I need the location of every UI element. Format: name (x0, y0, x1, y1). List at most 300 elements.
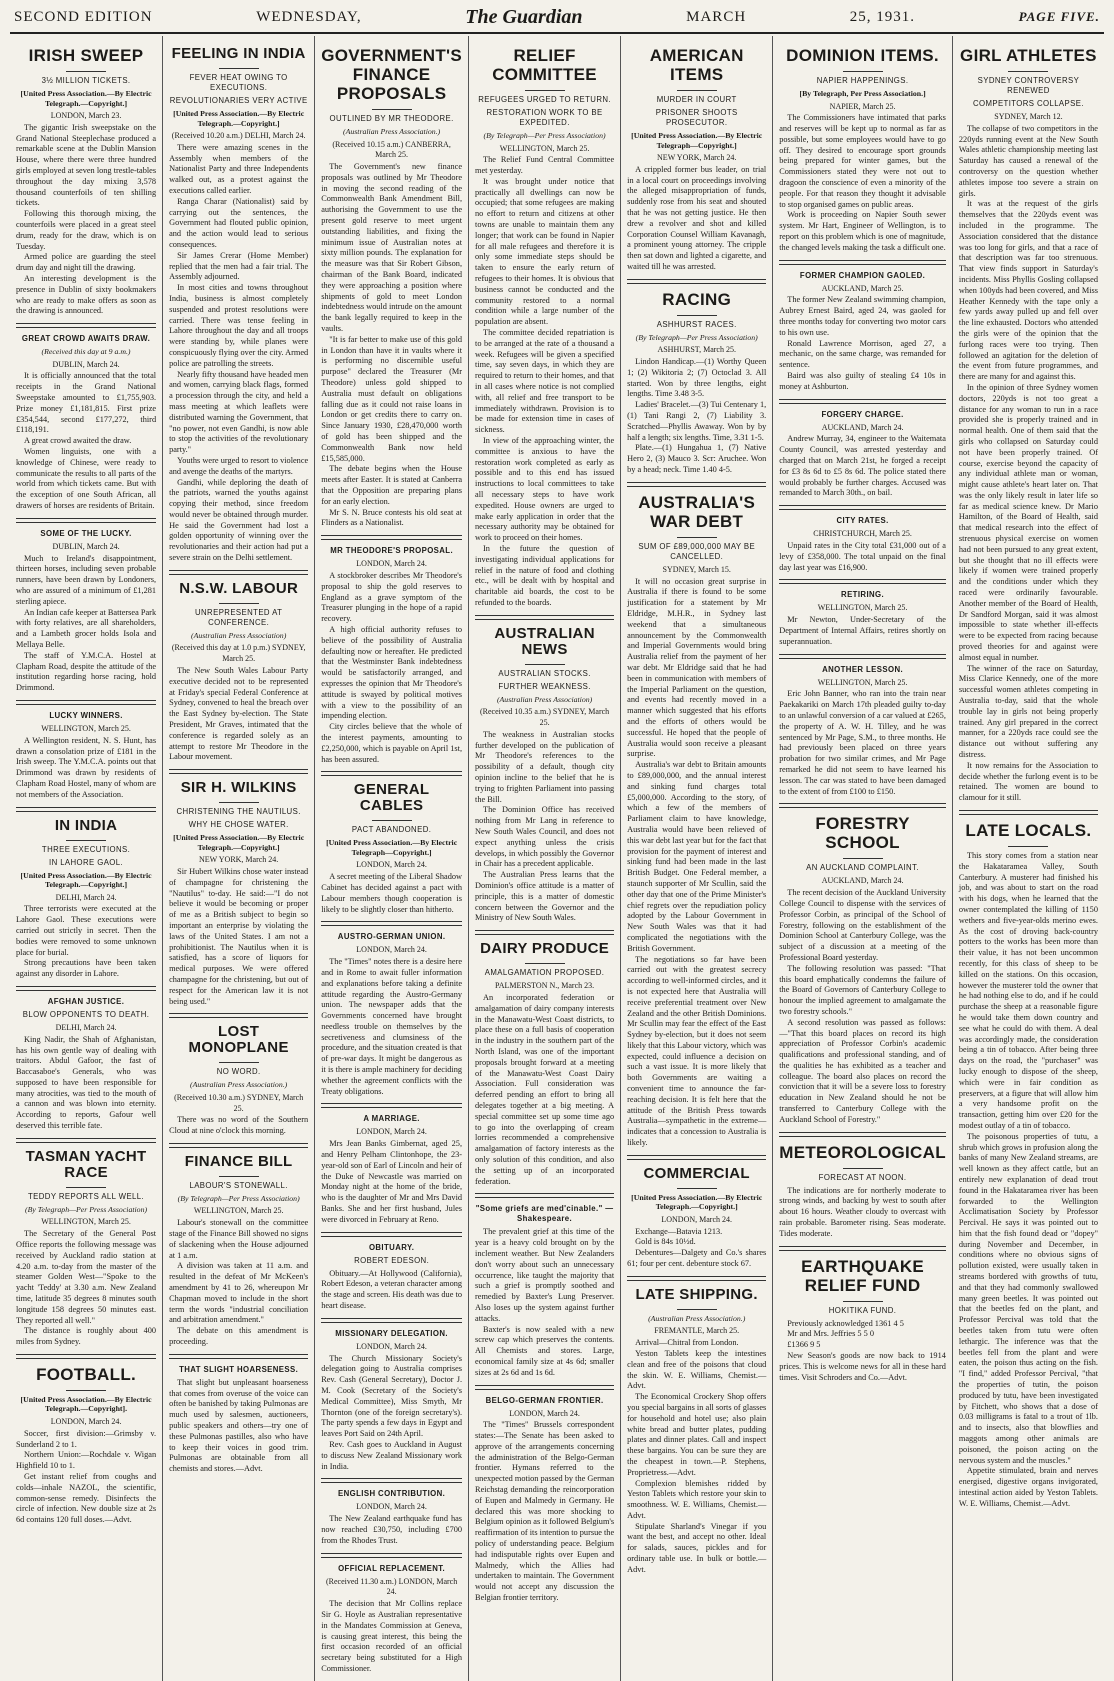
paragraph: That slight but unpleasant hoarseness that comes from overuse of the voice can often be banished by taking Pulmonas are much used by salesmen, auctioneers, public speakers and others—try one of these Pulmonas pastilles, also who have to keep their voices in good trim. Pulmonas are obtainable from all chemists and stores.—Advt. (169, 1377, 309, 1474)
press-credit: (By Telegraph—Per Press Association) (483, 131, 606, 140)
headline: SIR H. WILKINS (180, 779, 297, 797)
article-body (321, 1354, 462, 1473)
subheading: COMPETITORS COLLAPSE. (972, 99, 1084, 108)
dateline: (Received 10.35 a.m.) SYDNEY, March 25. (480, 707, 610, 728)
subheading: AMALGAMATION PROPOSED. (484, 968, 605, 978)
edition-label: SECOND EDITION (14, 8, 153, 25)
article-football (16, 1365, 156, 1526)
article-divider (16, 1354, 156, 1359)
paragraph: It was brought under notice that practically all dwellings can now be occupied; that some refugees are making no effort to return and citizens at other towns are unable to maintain them any longer; that work can be found in Napier for all male refugees and therefore it is only some immediate steps should be taken to ensure the early return of refugees to their homes. It is obvious that business cannot be conducted and the community restored to a normal condition while a large number of the population are absent. (475, 176, 615, 327)
headline-rule (66, 840, 106, 841)
headline: FINANCE BILL (184, 1152, 293, 1170)
article-body (169, 666, 308, 763)
paragraph: Labour's stonewall on the committee stage of the Finance Bill showed no signs of slackening when the House adjourned at 1 a.m. (169, 1218, 309, 1260)
subheading: ENGLISH CONTRIBUTION. (338, 1489, 446, 1499)
headline-rule (677, 537, 717, 538)
article-divider (627, 1276, 766, 1281)
paragraph: Australia's war debt to Britain amounts to £89,000,000, and the annual interest and sinking fund charges total £5,000,000. According to the story, of which a few of the members of Parliament claim to have knowledge, Australia would have been relieved of this war debt last year but for the fact that provision for the payment of interest and sinking fund had been made in the last British Budget. One Federal member, a staunch supporter of Mr Scullin, said the other day that one of the Prime Minister's chief regrets over the repudiation policy adopted by the Labour Government in New South Wales was that it had complicated the negotiations with the British Government. (627, 760, 767, 953)
article-body (779, 888, 946, 1126)
paragraph: An incorporated federation or amalgamation of dairy company interests in the Manawatu-West Coast districts, to place these on a full basis of cooperation in the industry in the southern part of the North Island, was one of the important proposals brought forward at a meeting of the Manawatu-West Coast Dairy Association. Full consideration was deferred pending an effort to bring all delegates together at a big meeting. A special committee set up some time ago to go into the overlapping of cream lorries recommended a comprehensive amalgamation of factory interests as the only solution of this condition, and also the setting up of an incorporated federation. (475, 993, 615, 1186)
headline-rule (219, 1062, 259, 1063)
paragraph: Arrival—Chitral from London. (635, 1338, 739, 1348)
paragraph: Complexion blemishes ridded by Yeston Tablets which restore your skin to smoothness. W. E. Williams, Chemist.—Advt. (627, 1478, 767, 1520)
paragraph: An Indian cafe keeper at Battersea Park with forty relatives, are all shareholders, and a Lambeth grocer holds Isola and Mellaya Belle. (16, 607, 157, 649)
paragraph: The following resolution was passed: "That this board emphatically condemns the failure of the Board of Governors of Canterbury College to honour the implied agreement to amalgamate the two forestry schools." (779, 963, 946, 1016)
headline: GENERAL CABLES (353, 781, 430, 815)
article-divider (627, 1155, 766, 1160)
day-label: WEDNESDAY, (256, 8, 362, 25)
article-body (16, 123, 156, 317)
paragraph: Northern Union:—Rochdale v. Wigan Highfield 10 to 1. (16, 1450, 157, 1471)
headline-rule (677, 315, 717, 316)
article-body (321, 872, 462, 915)
article-city-rates (779, 516, 946, 573)
paragraph: The gigantic Irish sweepstake on the Grand National Steeplechase produced a remarkable scene at the Dublin Mansion House, where there were three hundred girls employed at seven long trestle-tables throughout the day mixing 3,578 thousand counterfoils of ten shilling tickets. (16, 122, 157, 208)
paragraph: It was at the request of the girls themselves that the 220yds event was included in the programme. The Association considered that the distance was too long for girls, and that a race of that description was far too strenuous. That view finds support in Saturday's incidents. Miss Phyllis Gosling collapsed when 100yds had been covered, and Miss Heather Kennedy with the tape only a few yards away pulled up and fell over the line exhausted. Doctors who attended the girls were of the opinion that the furlong races were too trying. Then followed an agitation for the deletion of the event from future programmes, and there are many for and against this. (958, 199, 1098, 382)
article-afghan-justice (16, 997, 156, 1132)
headline-rule (843, 858, 883, 859)
paragraph: Gandhi, while deploring the death of the patriots, warned the youths against copying their method, since freedom would never be obtained through murder. He said the Government had lost a golden opportunity of winning over the revolutionaries and their action had put a severe strain on the Delhi settlement. (169, 477, 309, 563)
paragraph: It is officially announced that the total receipts in the Grand National Sweepstake amounted to £1,755,903. Prize money £1,181,815. First prize £354,544, second £177,272, third £118,191. (16, 371, 157, 435)
article-divider (169, 769, 308, 774)
dateline: (Received 10.15 a.m.) CANBERRA, March 25. (332, 139, 451, 160)
article-body (169, 867, 308, 1007)
paragraph: The New South Wales Labour Party executive decided not to be represented at Friday's special Federal Conference at Sydney, convened to heal the breach over the East Sydney by-election. The State President, Mr Graves, intimated that the conference is regarded solely as an attempt to restore Mr Theodore in the Labour movement. (169, 665, 309, 762)
headline-rule (219, 1176, 259, 1177)
paragraph: Mr S. N. Bruce contests his old seat at Flinders as a Nationalist. (321, 507, 463, 528)
paragraph: Eric John Banner, who ran into the train near Paekakariki on March 17th pleaded guilty to-day to an unlawful conversion of a car valued at £265, the property of A. W. H. Tilley, and he was sentenced by Mr Page, S.M., to three months. He had previously been placed on three years probation for two similar crimes, and Mr Page remarked he did not seem to have learned his lesson. The car was stated to have been damaged to the extent of from £100 to £150. (779, 689, 946, 796)
article-relief-committee (475, 46, 614, 609)
dateline: NEW YORK, March 24. (657, 153, 737, 162)
article-body (16, 736, 156, 801)
article-lucky-winners (16, 711, 156, 801)
article-body (321, 1139, 462, 1225)
paper-title: The Guardian (465, 5, 583, 28)
dateline: SYDNEY, March 15. (662, 564, 731, 574)
paragraph: £1366 9 5 (787, 1340, 821, 1350)
subheading: SOME OF THE LUCKY. (40, 528, 132, 538)
subheading: FORGERY CHARGE. (821, 409, 904, 419)
article-body (169, 1218, 308, 1348)
paragraph: Three terrorists were executed at the Lahore Gaol. These executions were carried out strictly in secret. Then the bodies were removed to some unknown place for burial. (16, 904, 157, 957)
paragraph: Stipulate Sharland's Vinegar if you want the best, and accept no other. Ideal for salads, sauces, pickles and for ordinary table use. In bulk or bottle.—Advt. (627, 1521, 767, 1574)
article-australian-news (475, 626, 614, 924)
headline: LOST MONOPLANE (188, 1023, 289, 1057)
dateline: WELLINGTON, March 25. (41, 723, 131, 733)
headline: FEELING IN INDIA (171, 45, 306, 62)
article-body (779, 615, 946, 647)
article-marriage (321, 1114, 462, 1225)
subheading: AFGHAN JUSTICE. (47, 996, 125, 1006)
subheading: UNREPRESENTED AT CONFERENCE. (195, 607, 283, 627)
article-divider (779, 654, 946, 659)
article-commercial (627, 1166, 766, 1270)
article-retiring (779, 590, 946, 647)
paragraph: Mrs Jean Banks Gimbernat, aged 25, and Henry Pelham Clintonhope, the 23-year-old son of Earl of Lincoln and heir of the Duke of Newcastle was married on Monday night at the home of the bride, who is the daughter of Mr and Mrs David Banks. She and her first husband, Jules were divorced in February at Reno. (321, 1139, 463, 1224)
headline-rule (843, 1301, 883, 1302)
article-divider (16, 986, 156, 991)
headline-rule (219, 802, 259, 803)
subheading: OBITUARY. (368, 1242, 415, 1252)
article-divider (321, 1232, 462, 1237)
subheading: HOKITIKA FUND. (828, 1305, 897, 1315)
paragraph: This story comes from a station near the Hakataramea Valley, South Canterbury. A musterer had finished his job, and was about to start on the road with his dogs, when he learned that the owner contemplated the killing of 1150 wethers and five-year-olds merino ewes. As the cost of droving back-country potters to the works has been more than their value, it has not been uncommon recently, for this class of sheep to be killed on the stations. On this occasion, however the musterer told the owner that he had nothing else to do, and if he could purchase the sheep at a reasonable figure he would take them down country and see what he could do with them. A deal was accordingly made, the consideration being a tin of tobacco. After being three days on the road, the "purchaser" was lucky enough to dispose of the sheep, which were in fair condition as preservers, at a figure that will allow him a very handsome profit on the transaction, getting him over £20 for the modest outlay of a tin of tobacco. (958, 851, 1098, 1130)
dateline: WELLINGTON, March 25. (41, 1217, 131, 1227)
dateline: WELLINGTON, March 25. (817, 677, 908, 687)
dateline: (Received 10.20 a.m.) DELHI, March 24. (171, 131, 306, 140)
press-credit: [United Press Association.—By Electric Telegraph.—Copyright.] (173, 833, 305, 852)
headline-rule (843, 71, 883, 72)
headline-rule (843, 1168, 883, 1169)
article-divider (16, 1138, 156, 1143)
article-divider (627, 279, 766, 284)
paragraph: The decision that Mr Collins replace Sir G. Hoyle as Australian representative in the Mandates Commission at Geneva, is causing great interest, this being the first occasion recorded of an official secretary being substituted for a High Commissioner. (321, 1599, 463, 1673)
dateline: ASHHURST, March 25. (657, 345, 736, 355)
paragraph: The weakness in Australian stocks further developed on the publication of Mr Theodore's references to the possibility of a default, though city opinion incline to the belief that he is trying to frighten Parliament into passing the Bill. (475, 729, 615, 804)
column-7 (952, 36, 1104, 1681)
headline: RACING (662, 289, 732, 309)
headline: FORESTRY SCHOOL (815, 814, 910, 853)
paragraph: A high official authority refuses to believe of the possibility of Australia defaulting now or hereafter. He predicted that the Westminster Bank indebtedness would be satisfactorily arranged, and expresses the opinion that Mr Theodore's attitude is swayed by political motives with a view to the possibility of an impending election. (321, 624, 463, 721)
article-body (627, 1227, 766, 1270)
paragraph: Youths were urged to resort to violence and avenge the deaths of the martyrs. (169, 455, 309, 476)
article-divider (16, 323, 156, 328)
subheading: ANOTHER LESSON. (822, 664, 904, 674)
article-divider (779, 260, 946, 265)
subheading: 3½ MILLION TICKETS. (41, 76, 131, 85)
subheading: FURTHER WEAKNESS. (498, 681, 591, 691)
dateline: WELLINGTON, March 25. (499, 143, 590, 153)
dateline: WELLINGTON, March 25. (193, 1206, 284, 1216)
paragraph: The New Zealand earthquake fund has now reached £30,750, including £700 from the Rhodes Trust. (321, 1514, 463, 1545)
subheading: MISSIONARY DELEGATION. (335, 1328, 448, 1338)
subheading: PACT ABANDONED. (351, 825, 432, 835)
dateline: DELHI, March 24. (55, 1022, 117, 1032)
paragraph: The winner of the race on Saturday, Miss Clarice Kennedy, one of the more successful women athletes competing in Australia to-day, said that the whole trouble lay in girls not being properly trained. Any girl prepared in the correct manner, for a 220yds race could see the distance out without suffering any distress. (958, 663, 1098, 760)
article-divider (16, 807, 156, 812)
dateline: LONDON, March 24. (356, 945, 427, 955)
paragraph: The poisonous properties of tutu, a shrub which grows in profusion along the banks of many New Zealand streams, are well known as they affect cattle, but an entirely new explanation of dead trout found in the Hakataramea river has been forwarded to the Wellington Acclimatisation Society by Professor Percival. He says it was pointed out to him that the fish found dead or "dopey" during November and December, in conditions where no obvious signs of pollution existed, were usually taken in streams bordered with growths of tutu, and that they had commonly swallowed many green beetles. It was pointed out that the beetles fed on the plant, and Professor Percival was told that the beetles taken from tutu were often lethargic. The inference was that the beetles fell from the plant and were eaten, the poison thus acting on the fish. "I find," added Professor Percival, "that the properties of tutin, the poison produced by tutu, have been investigated by Fitchett, who shows that a dose of 0.03 milligrams is fatal to a trout of 1lb. and to insects, also that blowflies and maggots among other animals are poisoned, the poison acting on the nervous system and the muscles." (958, 1131, 1098, 1465)
article-theodore-proposal (321, 546, 462, 765)
article-forgery (779, 410, 946, 500)
paragraph: Work is proceeding on Napier South sewer system. Mr Hart, Engineer of Wellington, is to report on this problem which is one of magnitude, the changed levels making the task a difficult one. (779, 210, 946, 252)
headline: AMERICAN ITEMS (649, 46, 744, 84)
press-credit: (By Telegraph—Per Press Association) (635, 332, 758, 342)
headline: COMMERCIAL (643, 1164, 750, 1182)
headline-rule (372, 109, 412, 110)
subheading: A MARRIAGE. (363, 1114, 420, 1124)
article-girl-athletes (959, 46, 1098, 804)
subheading: TEDDY REPORTS ALL WELL. (28, 1191, 145, 1201)
subheading: PRISONER SHOOTS PROSECUTOR. (655, 108, 738, 127)
article-body (16, 371, 156, 511)
headline-rule (66, 1390, 106, 1391)
paragraph: A great crowd awaited the draw. (24, 436, 132, 446)
dateline: PALMERSTON N., March 23. (495, 981, 595, 991)
subheading: LABOUR'S STONEWALL. (189, 1180, 288, 1190)
article-obituary (321, 1243, 462, 1312)
article-body (475, 155, 614, 608)
column-1 (10, 36, 162, 1681)
paragraph: Mr and Mrs. Jeffries 5 5 0 (787, 1329, 874, 1339)
paragraph: King Nadir, the Shah of Afghanistan, has his own gentle way of dealing with traitors. Abdul Gafoor, the fast of Baccasaboe's Generals, who was supposed to have been responsible for many atrocities, was tied to the mouth of a cannon and was blown into eternity. According to reports, Gafour well deserved this terrible fate. (16, 1034, 157, 1131)
press-credit: [United Press Association.—By Electric Telegraph.—Copyright]. (20, 1394, 152, 1414)
article-austro-german (321, 932, 462, 1097)
article-war-debt (627, 493, 766, 1149)
paragraph: Obituary.—At Hollywood (California), Robert Edeson, a veteran character among the stage and screen. His death was due to heart disease. (321, 1268, 463, 1311)
article-body (321, 1514, 462, 1546)
dateline: LONDON, March 23. (50, 111, 122, 120)
headline-rule (525, 664, 565, 665)
headline: DOMINION ITEMS. (786, 46, 939, 65)
article-body (779, 1319, 946, 1384)
masthead (14, 4, 1100, 30)
headline-rule (219, 603, 259, 604)
paragraph: The Church Missionary Society's delegation going to Australia comprises Rev. Cash (General Secretary), Doctor J. M. Cook (Secretary of the Society's Medical Committee), Miss Smyth, Mr Thornton (one of the foreign secretary's). The party spends a few days in Egypt and leaves Port Said on 24th April. (321, 1353, 463, 1439)
dateline: LONDON, March 24. (356, 1127, 427, 1137)
subheading: SYDNEY CONTROVERSY RENEWED (977, 76, 1080, 95)
paragraph: Baxter's is now sealed with a new screw cap which preserves the contents. All Chemists and stores. Large, economical family size at 4s 6d; smaller sizes at 2s 6d and 1s 6d. (475, 1324, 615, 1377)
article-body (16, 1429, 156, 1526)
dateline: (Received 10.30 a.m.) SYDNEY, March 25. (174, 1092, 304, 1113)
dateline: DELHI, March 24. (55, 892, 117, 902)
paragraph: Much to Ireland's disappointment, thirteen horses, including seven probable runners, have been drawn by Londoners, who are assured of a minimum of £1,281 sterling apiece. (16, 553, 157, 606)
paragraph: The Dominion Office has received nothing from Mr Lang in reference to New South Wales Council, and does not expect anything unless the crisis develops, in which possibly the Governor in Chair has a precedent applicable. (475, 805, 615, 869)
paragraph: It will no occasion great surprise in Australia if there is found to be some justification for a statement by Mr Eldridge, M.H.R., in Sydney last weekend that a simultaneous announcement by the Commonwealth and Imperial Governments would bring Australia relief from the payment of her war debt. Mr Eldridge said that he had been in communication with members of the Imperial Parliament on the question, and events had recently moved in a manner which suggested that his efforts and the efforts of others would be successful. He hoped that the people of Australia would soon receive a pleasant surprise. (627, 576, 767, 759)
dateline: DUBLIN, March 24. (52, 541, 120, 551)
headline: EARTHQUAKE RELIEF FUND (801, 1256, 925, 1295)
headline: TASMAN YACHT RACE (25, 1147, 147, 1181)
paragraph: The negotiations so far have been carried out with the greatest secrecy according to well-informed circles, and it is not expected here that Australia will receive preferential treatment over New Zealand and the other British Dominions. Mr Scullin may fear the effect of the East Sydney by-election, but it does not seem likely that this Labour victory, which was expected, could influence a decision on such a vast issue. It is more likely that both Governments are waiting a convenient time to announce the far-reaching decision. It is felt here that the attitude of the British Press towards Australia—sympathetic in the extreme—indicates that a concession to Australia is likely. (627, 954, 767, 1148)
subheading: AUSTRO-GERMAN UNION. (337, 932, 446, 942)
article-english-contribution (321, 1489, 462, 1546)
paragraph: Mr Newton, Under-Secretary of the Department of Internal Affairs, retires shortly on superannuation. (779, 615, 946, 646)
article-divider (779, 579, 946, 584)
column-2 (162, 36, 314, 1681)
article-divider (627, 482, 766, 487)
article-belgo-german (475, 1396, 614, 1604)
article-divider (321, 921, 462, 926)
subheading: RETIRING. (841, 590, 885, 600)
headline: IN INDIA (54, 816, 118, 834)
dateline: LONDON, March 24. (356, 1502, 427, 1512)
paragraph: "It is far better to make use of this gold in London than have it in vaults where it is performing no discernible useful purpose" declared the Treasurer (Mr Theodore) unless gold shipped to Australia must default on obligations falling due as it could not raise loans in London or get credits there to carry on. Since January 1930, £28,470,000 worth of gold has been shipped and the Commonwealth Bank now held £15,585,000. (321, 334, 463, 463)
article-meteorological (779, 1143, 946, 1240)
subheading: ROBERT EDESON. (354, 1255, 430, 1265)
paragraph: The staff of Y.M.C.A. Hostel at Clapham Road, despite the attitude of the institution regarding horse racing, hold Drimmond. (16, 650, 157, 693)
paragraph: In the opinion of three Sydney women doctors, 220yds is not too great a distance for any woman to run in a race provided she is properly trained and in normal health. One of them said that the girls who collapsed on Saturday could not have been properly trained. Of course, exercise beyond the capacity of any individual athlete man or woman, might cause athlete's heart later on. That was the only likely result in later life so far as medical science knew. Dr Mario Hamilton, of the Board of Health, said that medical research into the effect of strenuous physical exercise on women had not been pursued to any great extent, but she thought that no ill effects were likely if women were trained properly and the conditions under which they raced were ordinarily favourable. Another member of the Board of Health, Dr Sandford Morgan, said it was almost impossible to state whether ill-effects were to be expected from racing because proved theories for and against were almost equal in number. (958, 382, 1098, 662)
subheading: SUM OF £89,000,000 MAY BE CANCELLED. (638, 541, 756, 561)
paragraph: In view of the approaching winter, the committee is anxious to have the restoration work completed as early as possible and to this end has issued instructions to local committees to take all necessary steps to have work expedited. House owners are urged to make early application in order that the necessary authority may be obtained for work to proceed on their homes. (475, 436, 615, 543)
month-label: MARCH (686, 8, 747, 25)
article-in-india (16, 818, 156, 980)
dateline: AUCKLAND, March 24. (821, 422, 904, 432)
article-divider (169, 1013, 308, 1018)
article-divider (959, 810, 1098, 815)
article-body (627, 357, 766, 476)
headline-rule (372, 820, 412, 821)
headline-rule (66, 1187, 106, 1188)
article-divider (321, 1478, 462, 1483)
headline-rule (66, 71, 106, 72)
headline-rule (525, 90, 565, 91)
article-former-champion (779, 271, 946, 393)
article-divider (16, 700, 156, 705)
article-divider (779, 505, 946, 510)
article-body (16, 1229, 156, 1348)
column-3 (314, 36, 468, 1681)
article-racing (627, 290, 766, 476)
paragraph: The collapse of two competitors in the 220yds running event at the New South Wales athletic championship meeting last Saturday has caused a renewal of the controversy on the question whether athletes impose too severe a strain on girls. (958, 123, 1098, 198)
article-earthquake-fund (779, 1257, 946, 1384)
headline: LATE SHIPPING. (635, 1285, 758, 1303)
paragraph: The Relief Fund Central Committee met yesterday. (475, 155, 615, 176)
subheading: MURDER IN COURT (656, 95, 737, 104)
article-dominion-items (779, 46, 946, 254)
press-credit: [United Press Association.—By Electric Telegraph.—Copyright.] (631, 1192, 763, 1212)
paragraph: A division was taken at 11 a.m. and resulted in the defeat of Mr McKeen's amendment by 41 to 26, whereupon Mr Chapman moved to include in the short term the words "industrial conciliation and arbitration amendment." (169, 1261, 309, 1325)
paragraph: Nearly fifty thousand have headed men and women, carrying black flags, formed a procession through the city, and held a mass meeting at which leaflets were distributed warning the Government, that "no power, not even Gandhi, is now able to stop the activities of the revolutionary party." (169, 369, 309, 455)
article-body (627, 1338, 766, 1576)
dateline: LONDON, March 24. (356, 559, 427, 569)
paragraph: Get instant relief from coughs and colds—inhale NAZOL, the scientific, common-sense remedy. Disinfects the circle of infection. New double size at 2s 6d contains 120 full doses.—Advt. (16, 1471, 157, 1525)
masthead-rule (10, 32, 1104, 34)
paragraph: Strong precautions have been taken against any disorder in Lahore. (16, 958, 157, 979)
paragraph: Yeston Tablets keep the intestines clean and free of the poisons that cloud the skin. W. E. Williams, Chemist.—Advt. (627, 1348, 767, 1391)
article-divider (169, 1354, 308, 1359)
paragraph: City circles believe that the whole of the interest payments, amounting to £2,250,000, which is payable on April 1st, has been assured. (321, 722, 463, 764)
subheading: WHY HE CHOSE WATER. (188, 820, 289, 830)
article-irish-sweep (16, 46, 156, 317)
headline: IRISH SWEEP (28, 46, 144, 65)
dateline: CHRISTCHURCH, March 25. (813, 529, 912, 539)
headline: AUSTRALIAN NEWS (494, 624, 595, 658)
paragraph: The "Times" Brussels correspondent states:—The Senate has been asked to approve of the arrangements concerning the administration of the Belgo-German frontier. Hymans referred to the unexpected motion passed by the German Reichstag demanding the reincorporation of Eupen and Malmedy in Germany. He declared this was more shocking to Belgium opinion as it followed Belgium's reaffirmation of its intention to pursue the policy of understanding peace. Belgium had indisputable rights over Eupen and Malmedy, which the Allies had undertaken to maintain. The Government would not accept any discussion the Belgian frontier territory. (475, 1420, 615, 1603)
paragraph: A crippled former bus leader, on trial in a local court on proceedings involving the alleged misappropriation of funds, suddenly rose from his seat and shouted that he was not getting justice. He then drew a revolver and shot and killed Corporation Counsel William Kavanagh, a prominent young attorney. The cripple then sat down and lighted a cigarette, and waited till he was arrested. (627, 164, 767, 271)
paragraph: A secret meeting of the Liberal Shadow Cabinet has decided against a pact with Labour members though cooperation is likely to be slightly closer than hitherto. (321, 872, 463, 914)
article-grief (475, 1204, 614, 1378)
headline: RELIEF COMMITTEE (492, 46, 597, 84)
dateline: LONDON, March 24. (50, 1416, 122, 1426)
headline-rule (525, 963, 565, 964)
headline-rule (677, 1309, 717, 1310)
article-tasman-yacht (16, 1149, 156, 1348)
article-nsw-labour (169, 581, 308, 763)
subheading: MR THEODORE'S PROPOSAL. (330, 546, 454, 556)
press-credit: [By Telegraph, Per Press Association.] (799, 89, 926, 98)
dateline: AUCKLAND, March 24. (821, 876, 904, 886)
headline-rule (677, 90, 717, 91)
article-body (16, 554, 156, 694)
paragraph: The Government's new finance proposals was outlined by Mr Theodore in moving the second reading of the Commonwealth Bank Amendment Bill, authorising the Government to use the present gold reserve to meet urgent outstanding liabilities, and fixing the minimum issue of Australian notes at sixty million pounds. The explanation for the measure was that Sir Robert Gibson, chairman of the Bank Board, indicated they were approaching a position where shipments of gold to meet London indebtedness would intrude on the amount the bank legally required to keep in the vaults. (321, 162, 463, 334)
paragraph: Sir James Crerar (Home Member) replied that the men had a fair trial. The Assembly adjourned. (169, 250, 309, 282)
article-body (321, 571, 462, 765)
date-year-label: 25, 1931. (849, 8, 916, 25)
press-credit: [United Press Association.—By Electric Telegraph.—Copyright.] (20, 870, 152, 890)
headline-rule (219, 68, 259, 69)
paragraph: Ranga Charar (Nationalist) said by carrying out the sentences, the Government had flouted public opinion, and the action would lead to serious consequences. (169, 196, 309, 249)
paragraph: The Secretary of the General Post Office reports the following message was received by Auckland radio station at 4.20 a.m. to-day from the master of the steamer Golden West—"Spoke to the yacht 'Teddy' at 3.30 a.m. New Zealand time, latitude 35 degrees 8 minutes south longitude 158 degrees 50 minutes east. They reported all well." (16, 1229, 157, 1325)
paragraph: Armed police are guarding the steel drum day and night till the drawing. (16, 252, 157, 273)
article-body (169, 143, 308, 564)
article-forestry-school (779, 814, 946, 1125)
article-divider (475, 930, 614, 935)
paragraph: In most cities and towns throughout India, business is almost completely suspended and protest resolutions were carried. There was tense feeling in Lahore throughout the day and all troops were standing by, while planes were conspicuously flying over the city. Armed police are patrolling the streets. (169, 283, 309, 368)
article-some-lucky (16, 529, 156, 694)
article-body (321, 1269, 462, 1312)
article-another-lesson (779, 665, 946, 798)
article-body (779, 295, 946, 392)
paragraph: The Economical Crockery Shop offers you special bargains in all sorts of glasses for household and hotel use; also plain white bread and butter plates, pudding plates and dinner plates. Call and inspect these bargains. You can be sure they are the cheapest in town.—P. Stephens, Proprietress.—Advt. (627, 1392, 767, 1477)
article-hoarseness (169, 1365, 308, 1475)
article-divider (779, 399, 946, 404)
paragraph: Appetite stimulated, brain and nerves energised, digestive organs invigorated, intestinal action aided by Yeston Tablets. W. E. Williams, Chemist.—Advt. (958, 1466, 1098, 1508)
article-sir-wilkins (169, 780, 308, 1007)
dateline: AUCKLAND, March 25. (821, 283, 904, 293)
page-number: PAGE FIVE. (1018, 9, 1100, 24)
headline: N.S.W. LABOUR (179, 579, 299, 597)
paragraph: The Commissioners have intimated that parks and reserves will be kept up to normal as far as possible, but some employees would have to go off. They desired to encourage sport grounds being prepared for winter games, but the Commissioners stated they were not out to dragoon the conscience of even a minority of the people. For that reason they thought it advisable to stop organised games on public areas. (779, 113, 946, 209)
subheading: RESTORATION WORK TO BE EXPEDITED. (486, 108, 603, 127)
paragraph: There were amazing scenes in the Assembly when members of the Nationalist Party and three Independents walked out, as a protest against the executions called earlier. (169, 142, 309, 195)
press-credit: (Australian Press Association.) (648, 1313, 746, 1323)
subheading: BLOW OPPONENTS TO DEATH. (22, 1009, 150, 1019)
article-late-locals (959, 821, 1098, 1510)
paragraph: An interesting development is the presence in Dublin of sixty bookmakers who are ready to make offers as soon as the drawing is announced. (16, 273, 157, 316)
article-divider (475, 1385, 614, 1390)
paragraph: Previously acknowledged 1361 4 5 (787, 1318, 904, 1328)
paragraph: Plate.—(1) Hungahua 1, (7) Native Hero 2, (3) Mauco 3. Scr: Aruchee. Won by a head; neck. Time 1.40 4-5. (627, 443, 767, 475)
dateline: NAPIER, March 25. (829, 101, 896, 111)
subheading: AUSTRALIAN STOCKS. (498, 668, 591, 678)
article-body (169, 1115, 308, 1137)
dateline: FREMANTLE, March 25. (654, 1326, 740, 1336)
subheading: THAT SLIGHT HOARSENESS. (179, 1364, 299, 1374)
dateline: NEW YORK, March 24. (198, 855, 279, 865)
headline: GOVERNMENT'S FINANCE PROPOSALS (321, 46, 463, 103)
subheading: THREE EXECUTIONS. (41, 844, 131, 854)
subheading: "Some griefs are med'cinable." —Shakespeare. (475, 1204, 614, 1224)
headline-rule (677, 1188, 717, 1189)
column-4 (468, 36, 620, 1681)
article-body (627, 165, 766, 273)
article-finance-bill (169, 1154, 308, 1348)
article-divider (779, 1132, 946, 1137)
article-late-shipping (627, 1287, 766, 1576)
press-credit: (By Telegraph—Per Press Association) (177, 1193, 300, 1203)
paragraph: The recent decision of the Auckland University College Council to dispense with the services of Professor Corbin, as principal of the School of Forestry, following on the establishment of the Dominion School at Canterbury College, was the subject of a discussion at a meeting of the Professional Board yesterday. (779, 888, 946, 962)
article-body (16, 1035, 156, 1132)
press-credit: [United Press Association.—By Electric Telegraph—Copyright.] (326, 838, 458, 857)
dateline: LONDON, March 24. (509, 1408, 580, 1418)
subheading: FORECAST AT NOON. (818, 1172, 907, 1182)
headline: METEOROLOGICAL (779, 1142, 946, 1162)
article-divider (321, 1103, 462, 1108)
article-general-cables (321, 782, 462, 915)
article-body (475, 1227, 614, 1378)
paragraph: Debentures—Dalgety and Co.'s shares 61; four per cent. debenture stock 67. (627, 1248, 767, 1269)
paragraph: A Wellington resident, N. S. Hunt, has drawn a consolation prize of £181 in the Irish sweep. The Y.M.C.A. points out that Drimmond was drawn by residents of Clapham Road Hostel, many of whom are not members of the Association. (16, 735, 157, 799)
subheading: NAPIER HAPPENINGS. (816, 76, 909, 85)
article-body (321, 162, 462, 529)
subheading: BELGO-GERMAN FRONTIER. (485, 1395, 604, 1405)
paragraph: New Season's goods are now back to 1914 prices. This is welcome news for all in these hard times. Visit Schroders and Co.—Advt. (779, 1351, 946, 1382)
paragraph: Ladies' Bracelet.—(3) Tui Centenary 1, (1) Tani Rangi 2, (7) Liability 3. Scratched—Phyllis Awaway. Won by by half a length; six lengths. Time, 3.31 1-5. (627, 400, 767, 442)
subheading: REFUGEES URGED TO RETURN. (478, 95, 611, 104)
paragraph: Lindon Handicap.—(1) Worthy Queen 1; (2) Wikitoria 2; (7) Octoclad 3. All started. Won by three lengths, eight lengths. Time 3.48 3-5. (627, 357, 767, 399)
dateline: DUBLIN, March 24. (52, 359, 120, 369)
article-divider (779, 803, 946, 808)
